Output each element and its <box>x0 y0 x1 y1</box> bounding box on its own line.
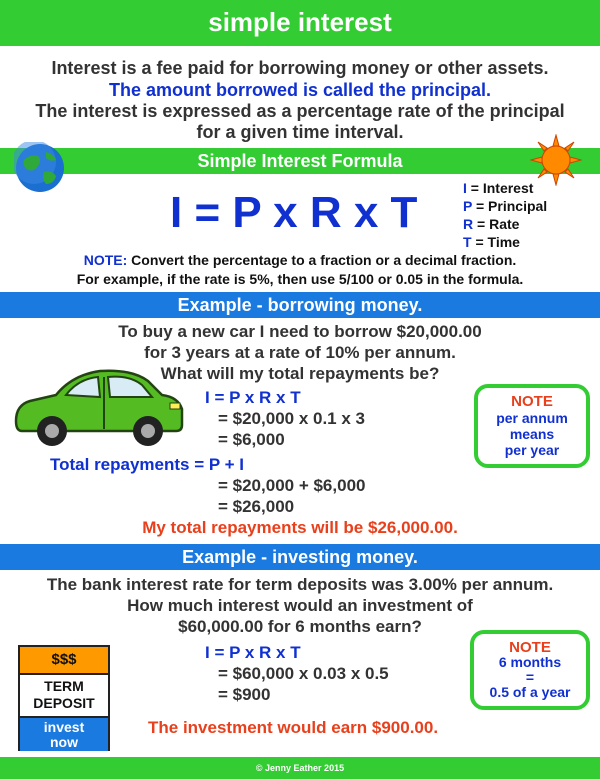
formula-note-line-2: For example, if the rate is 5%, then use 5/100 or 0.05 in the formula. <box>76 271 524 287</box>
note-title: NOTE <box>511 393 553 410</box>
legend-item-interest <box>463 179 547 197</box>
example1-question-1: To buy a new car I need to borrow $20,000.00 <box>118 322 482 341</box>
globe-icon <box>14 142 66 194</box>
note-line: 6 months <box>498 654 562 670</box>
legend-item-principal <box>463 197 547 215</box>
example2-calc-step-2: = $900 <box>218 685 271 704</box>
total-equation: = P + I <box>189 455 245 474</box>
deposit-label: TERM <box>44 678 84 694</box>
example2-question-3: $60,000.00 for 6 months earn? <box>178 617 422 636</box>
deposit-bottom <box>20 718 108 751</box>
legend-text: = Time <box>471 234 520 250</box>
note-box-six-months <box>470 630 590 710</box>
note-line: = <box>525 669 535 685</box>
legend-item-time <box>463 233 547 251</box>
legend-letter: P <box>463 198 473 214</box>
term-deposit-card <box>18 645 110 751</box>
note-title: NOTE <box>509 639 551 656</box>
formula-legend <box>463 179 547 251</box>
legend-text: = Principal <box>472 198 548 214</box>
example1-total-line <box>50 455 244 475</box>
example2-question-1: The bank interest rate for term deposits was 3.00% per annum. <box>46 575 554 594</box>
example2-question-2: How much interest would an investment of <box>127 596 473 615</box>
example2-header-bar <box>0 544 600 570</box>
example2-calc-step-1: = $60,000 x 0.03 x 0.5 <box>218 664 389 683</box>
deposit-middle <box>20 675 108 718</box>
note-box-per-annum <box>474 384 590 468</box>
big-formula: I = P x R x T <box>170 188 418 237</box>
note-line: per year <box>504 442 560 458</box>
formula-note <box>0 252 600 268</box>
example1-header-bar <box>0 292 600 318</box>
note-line: 0.5 of a year <box>489 684 571 700</box>
example2-header: Example - investing money. <box>182 547 418 567</box>
intro-line-4: for a given time interval. <box>196 122 404 142</box>
legend-letter: R <box>463 216 474 232</box>
footer-copyright: © Jenny Eather 2015 <box>255 763 345 773</box>
footer-bar <box>0 757 600 779</box>
deposit-label: now <box>50 734 78 750</box>
example1-header: Example - borrowing money. <box>177 295 423 315</box>
example1-question-3: What will my total repayments be? <box>160 364 440 383</box>
note-line: per annum <box>496 410 568 426</box>
note-line: means <box>509 426 555 442</box>
intro-line-2: The amount borrowed is called the principal. <box>108 80 492 100</box>
example1-calc-step-2: = $6,000 <box>218 430 285 449</box>
example1-calc-step-1: = $20,000 x 0.1 x 3 <box>218 409 365 428</box>
deposit-label: DEPOSIT <box>33 695 95 711</box>
car-icon <box>12 355 188 451</box>
page-title: simple interest <box>208 7 392 37</box>
title-bar <box>0 0 600 46</box>
legend-text: = Interest <box>466 180 534 196</box>
intro-line-3: The interest is expressed as a percentage rate of the principal <box>35 101 565 121</box>
example2-answer: The investment would earn $900.00. <box>148 718 439 737</box>
deposit-top <box>20 647 108 675</box>
example1-calc-step-3: = $20,000 + $6,000 <box>218 476 366 495</box>
example1-question-2: for 3 years at a rate of 10% per annum. <box>144 343 456 362</box>
example2-calc-formula: I = P x R x T <box>205 643 301 662</box>
note-text: Convert the percentage to a fraction or a decimal fraction. <box>127 252 517 268</box>
deposit-top-label: $$$ <box>51 651 77 668</box>
intro-line-1: Interest is a fee paid for borrowing money or other assets. <box>51 58 549 78</box>
example1-calc-formula: I = P x R x T <box>205 388 301 407</box>
note-label: NOTE: <box>83 252 128 268</box>
legend-item-rate <box>463 215 547 233</box>
example1-answer: My total repayments will be $26,000.00. <box>142 518 458 537</box>
deposit-label: invest <box>43 719 85 735</box>
legend-letter: T <box>463 234 472 250</box>
legend-letter: I <box>463 180 467 196</box>
total-label: Total repayments <box>50 455 190 474</box>
example1-calc-step-4: = $26,000 <box>218 497 295 516</box>
legend-text: = Rate <box>473 216 520 232</box>
formula-header-bar <box>0 148 600 174</box>
formula-header: Simple Interest Formula <box>197 151 403 171</box>
